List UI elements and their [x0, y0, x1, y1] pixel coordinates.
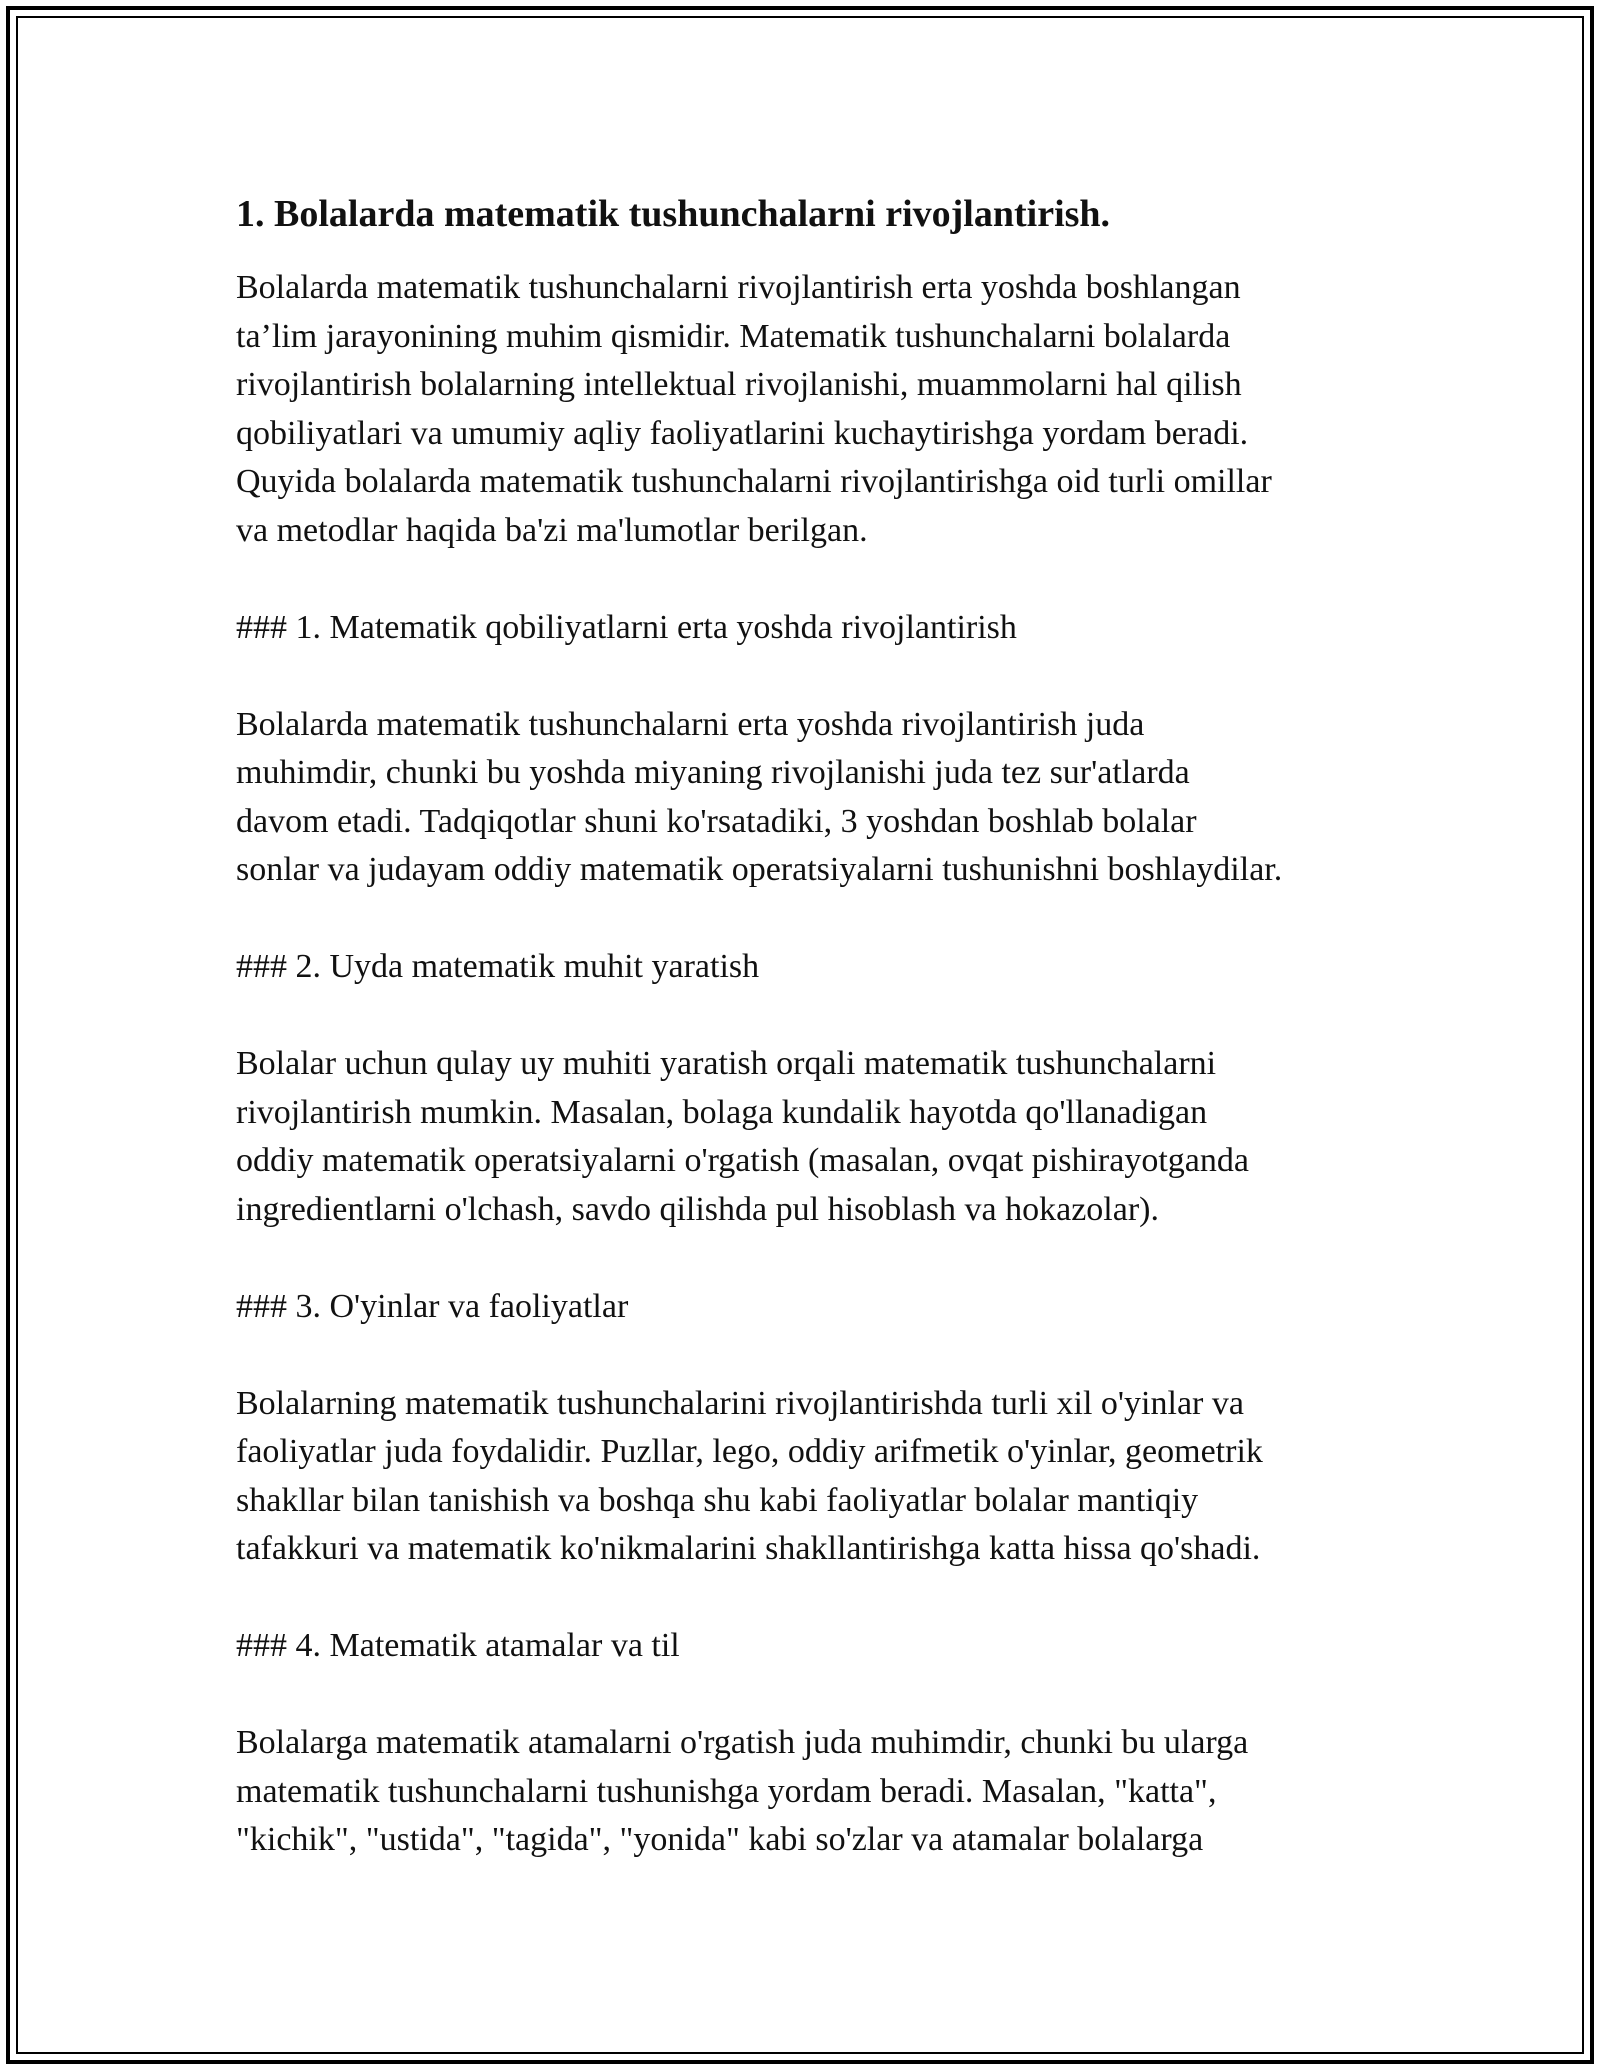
paragraph-gap	[236, 555, 1386, 604]
section-body-3: Bolalarning matematik tushunchalarini rivojlantirishda turli xil o'yinlar va faoliyatlar juda foydalidir. Puzllar, lego, oddiy arifmetik o'yinlar, geometrik shakllar bilan tanishish va boshqa shu kabi faoliyatlar bolalar mantiqiy tafakkuri va matematik ko'nikmalarini shakllantirishga katta hissa qo'shadi.	[236, 1384, 1263, 1567]
document-title: 1. Bolalarda matematik tushunchalarni rivojlantirish.	[236, 193, 1111, 235]
paragraph-gap	[236, 1234, 1386, 1283]
intro-paragraph: Bolalarda matematik tushunchalarni rivojlantirish erta yoshda boshlangan ta’lim jarayonining muhim qismidir. Matematik tushunchalarni bolalarda rivojlantirish bolalarning intellektual rivojlanishi, muammolarni hal qilish qobiliyatlari va umumiy aqliy faoliyatlarini kuchaytirishga yordam beradi. Quyida bolalarda matematik tushunchalarni rivojlantirishga oid turli omillar va metodlar haqida ba'zi ma'lumotlar berilgan.	[236, 269, 1272, 549]
section-heading-4: ### 4. Matematik atamalar va til	[236, 1627, 680, 1664]
section-heading-1: ### 1. Matematik qobiliyatlarni erta yoshda rivojlantirish	[236, 608, 1017, 646]
paragraph-gap	[236, 652, 1386, 701]
paragraph-gap	[236, 1574, 1386, 1623]
paragraph-gap	[236, 992, 1386, 1041]
section-body-2: Bolalar uchun qulay uy muhiti yaratish orqali matematik tushunchalarni rivojlantirish mumkin. Masalan, bolaga kundalik hayotda qo'llanadigan oddiy matematik operatsiyalarni o'rgatish (masalan, ovqat pishirayotganda ingredientlarni o'lchash, savdo qilishda pul hisoblash va hokazolar).	[236, 1045, 1249, 1228]
section-body-1: Bolalarda matematik tushunchalarni erta yoshda rivojlantirish juda muhimdir, chunki bu yoshda miyaning rivojlanishi juda tez sur'atlarda davom etadi. Tadqiqotlar shuni ko'rsatadiki, 3 yoshdan boshlab bolalar sonlar va judayam oddiy matematik operatsiyalarni tushunishni boshlaydilar.	[236, 705, 1283, 888]
section-heading-3: ### 3. O'yinlar va faoliyatlar	[236, 1287, 629, 1325]
paragraph-gap	[236, 895, 1386, 944]
paragraph-gap	[236, 1671, 1386, 1720]
section-heading-2: ### 2. Uyda matematik muhit yaratish	[236, 948, 760, 985]
document-body	[236, 188, 1386, 1865]
paragraph-gap	[236, 1331, 1386, 1380]
section-body-4: Bolalarga matematik atamalarni o'rgatish juda muhimdir, chunki bu ularga matematik tushunchalarni tushunishga yordam beradi. Masalan, "katta", "kichik", "ustida", "tagida", "yonida" kabi so'zlar va atamalar bolalarga	[236, 1724, 1249, 1858]
